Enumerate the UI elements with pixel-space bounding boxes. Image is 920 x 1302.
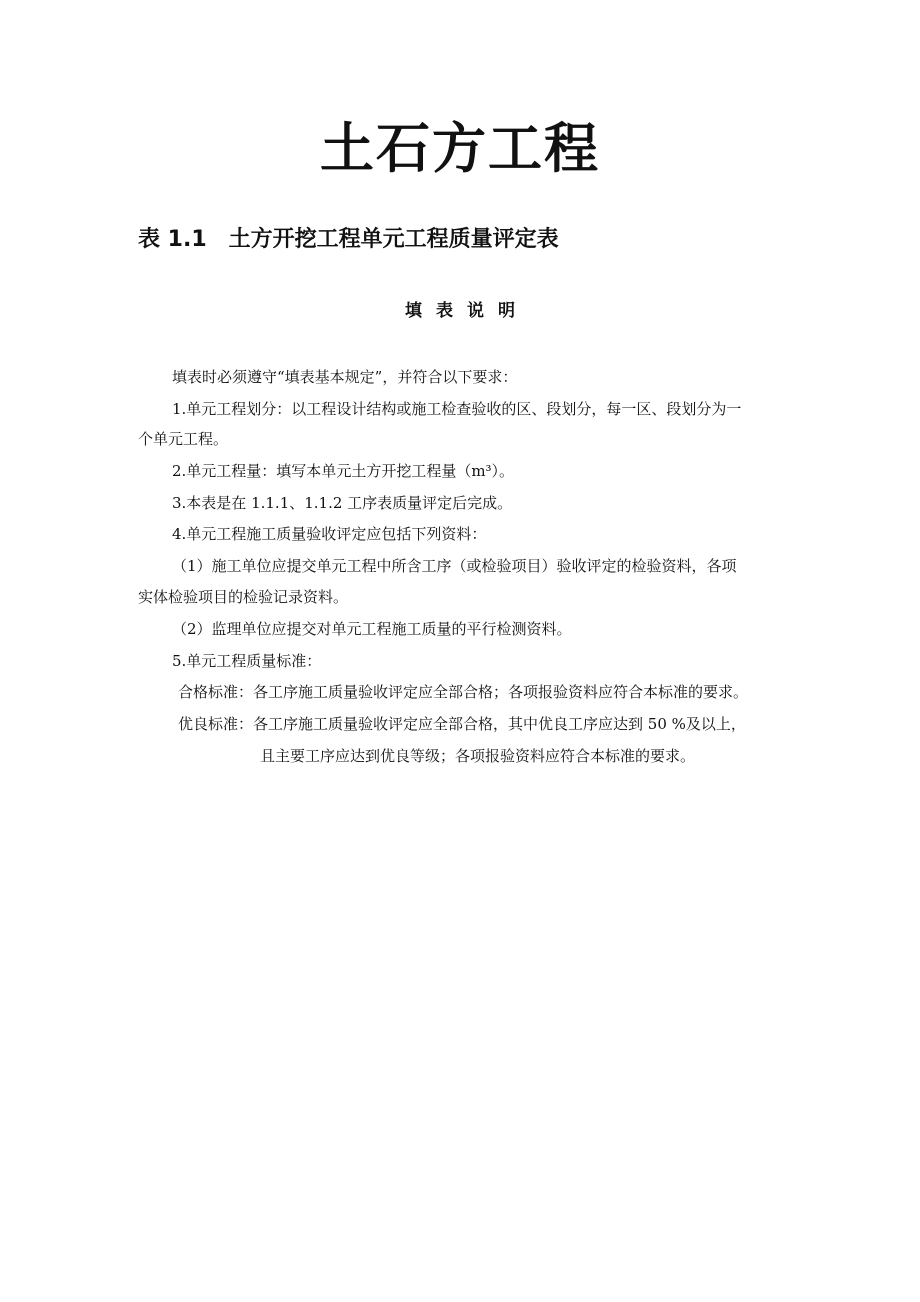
- main-title: 土石方工程: [320, 117, 600, 180]
- intro-line: 填表时必须遵守“填表基本规定”，并符合以下要求：: [172, 368, 518, 386]
- item-1-line-2: 个单元工程。: [138, 430, 229, 448]
- item-4-1-line-2: 实体检验项目的检验记录资料。: [138, 588, 349, 606]
- section-heading: 填表说明: [405, 301, 529, 321]
- qualified-standard-line: 合格标准：各工序施工质量验收评定应全部合格；各项报验资料应符合本标准的要求。: [178, 683, 749, 701]
- excellent-standard-line-1: 优良标准：各工序施工质量验收评定应全部合格，其中优良工序应达到 50 %及以上，: [178, 715, 746, 733]
- item-4-2-line: （2）监理单位应提交对单元工程施工质量的平行检测资料。: [172, 620, 572, 638]
- item-1-line-1: 1.单元工程划分：以工程设计结构或施工检查验收的区、段划分，每一区、段划分为一: [172, 400, 742, 418]
- item-4-1-line-1: （1）施工单位应提交单元工程中所含工序（或检验项目）验收评定的检验资料，各项: [172, 557, 737, 575]
- item-4-line: 4.单元工程施工质量验收评定应包括下列资料：: [172, 525, 487, 543]
- item-3-line: 3.本表是在 1.1.1、1.1.2 工序表质量评定后完成。: [172, 494, 513, 512]
- excellent-standard-line-2: 且主要工序应达到优良等级；各项报验资料应符合本标准的要求。: [260, 747, 696, 765]
- table-title: [138, 224, 559, 256]
- item-2-line: 2.单元工程量：填写本单元土方开挖工程量（m³）。: [172, 462, 515, 480]
- item-5-line: 5.单元工程质量标准：: [172, 652, 322, 670]
- table-title-text: 土方开挖工程单元工程质量评定表: [228, 227, 559, 252]
- table-number: 表 1.1: [138, 227, 207, 252]
